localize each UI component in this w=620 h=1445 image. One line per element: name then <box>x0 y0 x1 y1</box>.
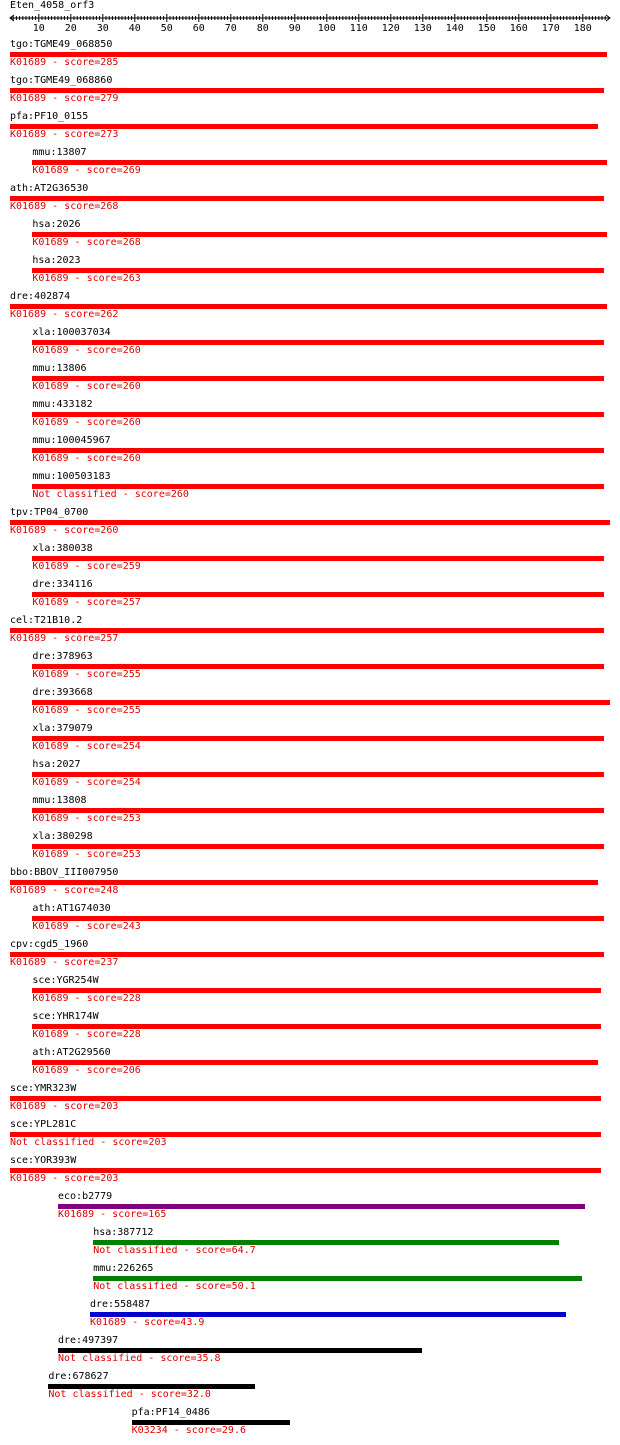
hit-name-link[interactable]: dre:378963 <box>32 651 93 662</box>
hit-name-link[interactable]: cel:T21B10.2 <box>10 615 83 626</box>
ruler-tick-label: 100 <box>317 23 336 34</box>
hit-name-link[interactable]: dre:393668 <box>32 687 93 698</box>
hit-name-link[interactable]: hsa:2027 <box>32 759 81 770</box>
hit-name-link[interactable]: xla:380298 <box>32 831 93 842</box>
hit-score-label: K01689 - score=257 <box>32 597 141 608</box>
ruler-tick-label: 70 <box>224 23 237 34</box>
hit-score-label: Not classified - score=260 <box>32 489 189 500</box>
hit-score-label: K01689 - score=228 <box>32 1029 141 1040</box>
hit-score-label: K01689 - score=285 <box>10 57 119 68</box>
hit-name-link[interactable]: ath:AT2G29560 <box>32 1047 111 1058</box>
hit-score-label: K01689 - score=203 <box>10 1101 119 1112</box>
query-title: Eten_4058_orf3 <box>10 0 95 11</box>
hit-name-link[interactable]: cpv:cgd5_1960 <box>10 939 89 950</box>
hit-name-link[interactable]: tgo:TGME49_068850 <box>10 39 113 50</box>
hit-name-link[interactable]: hsa:387712 <box>93 1227 154 1238</box>
ruler-tick-label: 170 <box>541 23 560 34</box>
hit-name-link[interactable]: ath:AT2G36530 <box>10 183 89 194</box>
hit-name-link[interactable]: dre:402874 <box>10 291 71 302</box>
hit-score-label: K01689 - score=262 <box>10 309 119 320</box>
hit-score-label: K01689 - score=273 <box>10 129 119 140</box>
hit-score-label: Not classified - score=203 <box>10 1137 167 1148</box>
hit-name-link[interactable]: tgo:TGME49_068860 <box>10 75 113 86</box>
hit-score-label: K03234 - score=29.6 <box>131 1425 246 1436</box>
hit-score-label: K01689 - score=255 <box>32 705 141 716</box>
ruler-tick-label: 10 <box>32 23 45 34</box>
ruler-tick-label: 40 <box>128 23 141 34</box>
hit-name-link[interactable]: dre:558487 <box>90 1299 151 1310</box>
ruler-tick-label: 80 <box>256 23 269 34</box>
ruler-tick-label: 110 <box>349 23 368 34</box>
hit-name-link[interactable]: dre:678627 <box>48 1371 109 1382</box>
hit-name-link[interactable]: bbo:BBOV_III007950 <box>10 867 119 878</box>
hit-name-link[interactable]: mmu:13807 <box>32 147 87 158</box>
hit-name-link[interactable]: eco:b2779 <box>58 1191 113 1202</box>
hit-name-link[interactable]: ath:AT1G74030 <box>32 903 111 914</box>
hit-name-link[interactable]: mmu:433182 <box>32 399 93 410</box>
hit-score-label: K01689 - score=279 <box>10 93 119 104</box>
hit-score-label: K01689 - score=248 <box>10 885 119 896</box>
hit-score-label: K01689 - score=260 <box>32 417 141 428</box>
hit-name-link[interactable]: mmu:226265 <box>93 1263 154 1274</box>
ruler-tick-label: 60 <box>192 23 205 34</box>
hit-name-link[interactable]: xla:380038 <box>32 543 93 554</box>
ruler-tick-label: 90 <box>288 23 301 34</box>
hit-name-link[interactable]: xla:100037034 <box>32 327 111 338</box>
hit-name-link[interactable]: hsa:2026 <box>32 219 81 230</box>
hit-score-label: K01689 - score=269 <box>32 165 141 176</box>
hit-score-label: K01689 - score=260 <box>32 345 141 356</box>
ruler-tick-label: 130 <box>413 23 432 34</box>
position-ruler <box>0 10 620 36</box>
hit-score-label: Not classified - score=32.0 <box>48 1389 211 1400</box>
ruler-tick-label: 150 <box>477 23 496 34</box>
hit-score-label: K01689 - score=268 <box>10 201 119 212</box>
hit-score-label: Not classified - score=35.8 <box>58 1353 221 1364</box>
hit-score-label: K01689 - score=253 <box>32 849 141 860</box>
ruler-tick-label: 30 <box>96 23 109 34</box>
hit-name-link[interactable]: sce:YGR254W <box>32 975 99 986</box>
hit-name-link[interactable]: sce:YPL281C <box>10 1119 77 1130</box>
hit-score-label: K01689 - score=203 <box>10 1173 119 1184</box>
hit-score-label: K01689 - score=228 <box>32 993 141 1004</box>
hit-name-link[interactable]: dre:497397 <box>58 1335 119 1346</box>
hit-score-label: Not classified - score=64.7 <box>93 1245 256 1256</box>
hit-score-label: K01689 - score=254 <box>32 777 141 788</box>
hit-score-label: K01689 - score=243 <box>32 921 141 932</box>
hit-score-label: K01689 - score=43.9 <box>90 1317 205 1328</box>
hit-score-label: K01689 - score=260 <box>10 525 119 536</box>
hit-score-label: K01689 - score=268 <box>32 237 141 248</box>
ruler-tick-label: 160 <box>509 23 528 34</box>
ruler-tick-label: 120 <box>381 23 400 34</box>
hit-score-label: K01689 - score=259 <box>32 561 141 572</box>
hit-name-link[interactable]: pfa:PF14_0486 <box>131 1407 210 1418</box>
hit-score-label: K01689 - score=253 <box>32 813 141 824</box>
hit-name-link[interactable]: mmu:100045967 <box>32 435 111 446</box>
ruler-tick-label: 20 <box>64 23 77 34</box>
hit-name-link[interactable]: tpv:TP04_0700 <box>10 507 89 518</box>
hit-name-link[interactable]: sce:YOR393W <box>10 1155 77 1166</box>
hit-score-label: K01689 - score=206 <box>32 1065 141 1076</box>
hit-name-link[interactable]: mmu:13808 <box>32 795 87 806</box>
hit-name-link[interactable]: hsa:2023 <box>32 255 81 266</box>
hit-score-label: K01689 - score=257 <box>10 633 119 644</box>
hit-name-link[interactable]: dre:334116 <box>32 579 93 590</box>
hit-name-link[interactable]: sce:YHR174W <box>32 1011 99 1022</box>
hit-name-link[interactable]: mmu:100503183 <box>32 471 111 482</box>
ruler-tick-label: 180 <box>573 23 592 34</box>
hit-name-link[interactable]: xla:379079 <box>32 723 93 734</box>
hit-score-label: K01689 - score=263 <box>32 273 141 284</box>
ruler-tick-label: 50 <box>160 23 173 34</box>
hit-score-label: Not classified - score=50.1 <box>93 1281 256 1292</box>
hit-name-link[interactable]: pfa:PF10_0155 <box>10 111 89 122</box>
hit-score-label: K01689 - score=260 <box>32 453 141 464</box>
hit-name-link[interactable]: mmu:13806 <box>32 363 87 374</box>
hit-score-label: K01689 - score=255 <box>32 669 141 680</box>
ruler-tick-label: 140 <box>445 23 464 34</box>
hit-score-label: K01689 - score=237 <box>10 957 119 968</box>
hit-score-label: K01689 - score=165 <box>58 1209 167 1220</box>
hit-score-label: K01689 - score=260 <box>32 381 141 392</box>
hit-score-label: K01689 - score=254 <box>32 741 141 752</box>
hit-name-link[interactable]: sce:YMR323W <box>10 1083 77 1094</box>
